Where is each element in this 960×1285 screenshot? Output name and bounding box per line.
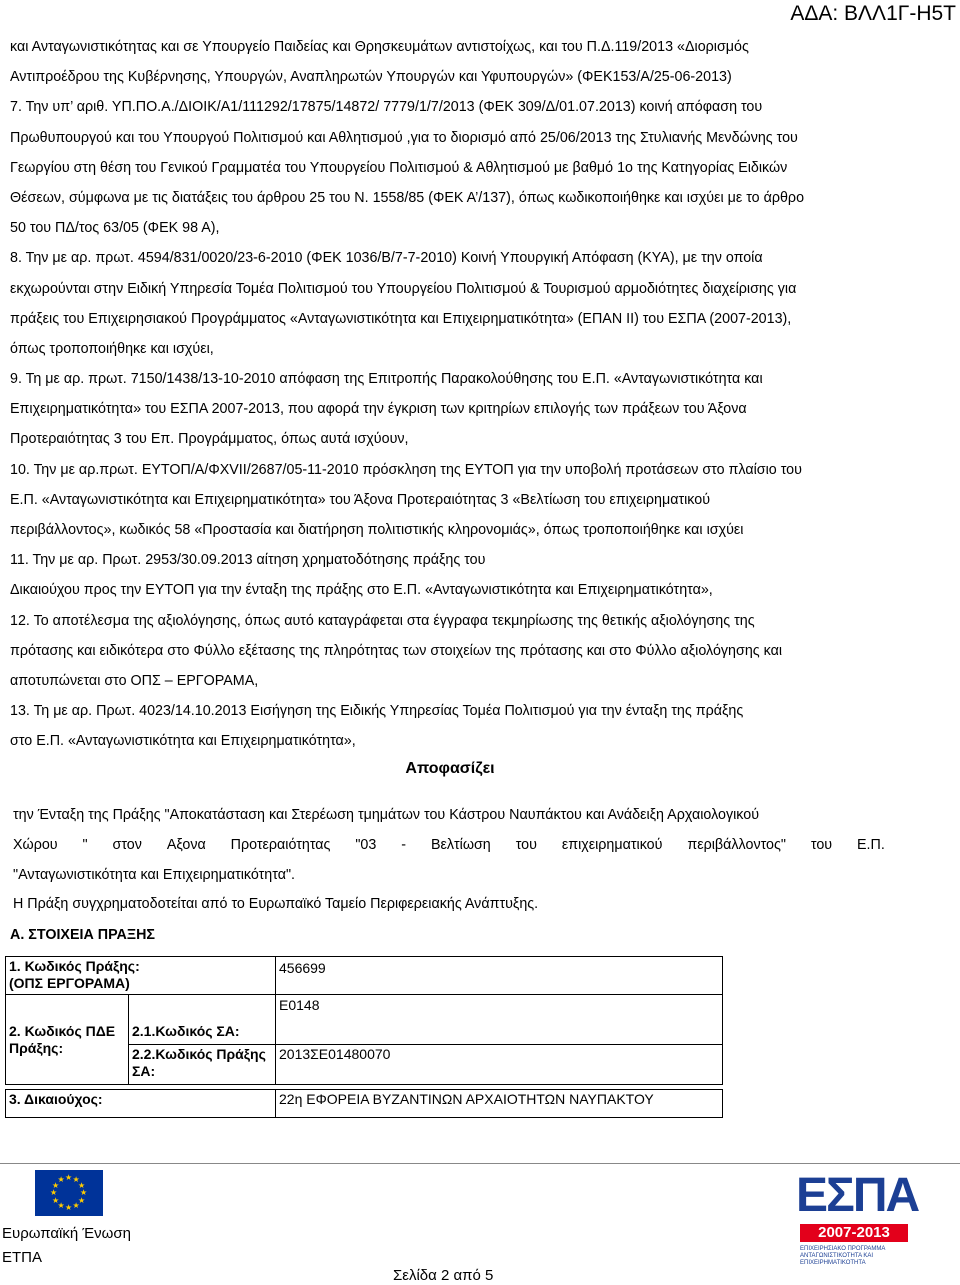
- star-icon: ★: [80, 1188, 88, 1197]
- body-line: αποτυπώνεται στο ΟΠΣ – ΕΡΓΟΡΑΜΑ,: [10, 672, 259, 689]
- body-line: 11. Την με αρ. Πρωτ. 2953/30.09.2013 αίτηση χρηματοδότησης πράξης του: [10, 552, 486, 569]
- table-row: [6, 995, 723, 1045]
- body-line: Δικαιούχου προς την ΕΥΤΟΠ για την ένταξη της πράξης στο Ε.Π. «Ανταγωνιστικότητα και Επιχειρηματικότητα»,: [10, 582, 713, 599]
- table-row: [6, 957, 723, 995]
- body-line: πράξεις του Επιχειρησιακού Προγράμματος «Ανταγωνιστικότητα και Επιχειρηματικότητα» (ΕΠΑΝ ΙΙ) του ΕΣΠΑ (2007-2013),: [10, 310, 792, 327]
- body-line: όπως τροποποιήθηκε και ισχύει,: [10, 340, 214, 357]
- pde-code-label-line: 2. Κωδικός ΠΔΕ: [9, 1022, 116, 1039]
- star-icon: ★: [77, 1195, 86, 1205]
- decision-word: περιβάλλοντος": [687, 837, 786, 854]
- body-line: 50 του ΠΔ/τος 63/05 (ΦΕΚ 98 Α),: [10, 220, 220, 237]
- sa-code-value: Ε0148: [276, 995, 723, 1045]
- page-number: Σελίδα 2 από 5: [393, 1267, 494, 1284]
- body-line: 9. Τη με αρ. πρωτ. 7150/1438/13-10-2010 απόφαση της Επιτροπής Παρακολούθησης του Ε.Π. «Ανταγωνιστικότητα και: [10, 371, 763, 388]
- eu-fund-label: ΕΤΠΑ: [2, 1249, 43, 1266]
- espa-logo-tagline: [800, 1246, 908, 1267]
- decision-word: ": [82, 837, 88, 854]
- decision-word: Ε.Π.: [857, 837, 885, 854]
- body-line: 12. Το αποτέλεσμα της αξιολόγησης, όπως αυτό καταγράφεται στα έγγραφα τεκμηρίωσης της θετικής αξιολόγησης της: [10, 612, 755, 629]
- decision-line-4: Η Πράξη συγχρηματοδοτείται από το Ευρωπαϊκό Ταμείο Περιφερειακής Ανάπτυξης.: [13, 895, 539, 912]
- sa-project-code-value: 2013ΣΕ01480070: [276, 1045, 723, 1085]
- decision-word: του: [810, 837, 833, 854]
- pde-code-label-line: Πράξης:: [9, 1039, 64, 1056]
- project-code-value: 456699: [276, 957, 723, 995]
- decision-line-1: την Ένταξη της Πράξης "Αποκατάσταση και Στερέωση τμημάτων του Κάστρου Ναυπάκτου και Ανάδειξη Αρχαιολογικού: [13, 807, 760, 823]
- beneficiary-label: 3. Δικαιούχος:: [6, 1090, 276, 1118]
- body-line: 10. Την με αρ.πρωτ. ΕΥΤΟΠ/Α/ΦΧVΙΙ/2687/05-11-2010 πρόσκληση της ΕΥΤΟΠ για την υποβολή προτάσεων στο πλαίσιο του: [10, 461, 802, 478]
- body-line: Επιχειρηματικότητα» του ΕΣΠΑ 2007-2013, που αφορά την έγκριση των κριτηρίων επιλογής των πράξεων του Άξονα: [10, 401, 747, 418]
- body-line: 13. Τη με αρ. Πρωτ. 4023/14.10.2013 Εισήγηση της Ειδικής Υπηρεσίας Τομέα Πολιτισμού για την ένταξη της πράξης: [10, 703, 744, 720]
- star-icon: ★: [52, 1180, 60, 1190]
- beneficiary-value: 22η ΕΦΟΡΕΙΑ ΒΥΖΑΝΤΙΝΩΝ ΑΡΧΑΙΟΤΗΤΩΝ ΝΑΥΠΑΚΤΟΥ: [276, 1090, 723, 1118]
- eu-label: [2, 1222, 131, 1270]
- decision-word: στον: [112, 837, 142, 854]
- project-code-label: [6, 957, 276, 995]
- decision-word: -: [401, 837, 407, 854]
- espa-logo-icon: [794, 1169, 919, 1270]
- eu-flag-icon: [35, 1170, 103, 1216]
- star-icon: ★: [52, 1195, 60, 1205]
- body-line: περιβάλλοντος», κωδικός 58 «Προστασία και διατήρηση πολιτιστικής κληρονομιάς», όπως τροποποιήθηκε και ισχύει: [10, 522, 744, 538]
- sa-project-code-label-line: ΣΑ:: [132, 1063, 156, 1079]
- footer-divider: [0, 1163, 960, 1164]
- body-line: πρότασης και ειδικότερα στο Φύλλο εξέτασης της πληρότητας των στοιχείων της πρότασης και στο Φύλλο αξιολόγησης και: [10, 642, 783, 659]
- decision-line-2: [10, 830, 885, 860]
- pde-code-label: [6, 995, 129, 1085]
- decision-word: του: [515, 837, 537, 854]
- star-icon: ★: [72, 1175, 80, 1184]
- body-line: Πρωθυπουργού και του Υπουργού Πολιτισμού και Αθλητισμού ,για το διορισμό από 25/06/2013 της Στυλιανής Μενδώνης του: [10, 129, 798, 146]
- body-line: Προτεραιότητας 3 του Επ. Προγράμματος, όπως αυτά ισχύουν,: [10, 431, 409, 448]
- body-line: 8. Την με αρ. πρωτ. 4594/831/0020/23-6-2010 (ΦΕΚ 1036/Β/7-7-2010) Κοινή Υπουργική Απόφαση (ΚΥΑ), με την οποία: [10, 250, 763, 267]
- decision-line-3: "Ανταγωνιστικότητα και Επιχειρηματικότητα".: [13, 867, 296, 884]
- star-icon: ★: [65, 1173, 73, 1182]
- espa-tagline-line: ΕΠΙΧΕΙΡΗΣΙΑΚΟ ΠΡΟΓΡΑΜΜΑ: [800, 1246, 886, 1252]
- star-icon: ★: [65, 1203, 73, 1212]
- project-info-table: [5, 956, 723, 1118]
- project-code-label-line: (ΟΠΣ ΕΡΓΟΡΑΜΑ): [9, 975, 130, 991]
- body-line: στο Ε.Π. «Ανταγωνιστικότητα και Επιχειρηματικότητα»,: [10, 733, 356, 750]
- body-line: Αντιπροέδρου της Κυβέρνησης, Υπουργών, Αναπληρωτών Υπουργών και Υφυπουργών» (ΦΕΚ153/Α/25-06-2013): [10, 69, 732, 86]
- star-icon: ★: [77, 1180, 86, 1190]
- ada-code: ΑΔΑ: ΒΛΛ1Γ-Η5Τ: [790, 2, 956, 25]
- body-line: Θέσεων, σύμφωνα με τις διατάξεις του άρθρου 25 του Ν. 1558/85 (ΦΕΚ Α’/137), όπως κωδικοποιήθηκε και ισχύει με το άρθρο: [10, 189, 805, 206]
- decision-word: Βελτίωση: [430, 837, 491, 854]
- decision-word: "03: [355, 837, 377, 854]
- project-code-label-line: 1. Κωδικός Πράξης:: [9, 958, 140, 974]
- body-line: Γεωργίου στη θέση του Γενικού Γραμματέα του Υπουργείου Πολιτισμού & Αθλητισμού με βαθμό 1ο της Κατηγορίας Ειδικών: [10, 159, 788, 176]
- decision-word: επιχειρηματικού: [561, 837, 663, 854]
- star-icon: ★: [57, 1200, 65, 1210]
- sa-project-code-label-line: 2.2.Κωδικός Πράξης: [132, 1046, 266, 1062]
- espa-logo-text: ΕΣΠΑ: [796, 1169, 919, 1222]
- decision-word: Χώρου: [13, 837, 58, 854]
- eu-label-line: Ευρωπαϊκή Ένωση: [2, 1225, 131, 1242]
- document-body: [10, 32, 954, 757]
- decision-word: Προτεραιότητας: [230, 837, 331, 854]
- body-line: 7. Την υπ’ αριθ. ΥΠ.ΠΟ.Α./ΔΙΟΙΚ/Α1/111292/17875/14872/ 7779/1/7/2013 (ΦΕΚ 309/Δ/01.07.2013) κοινή απόφαση του: [10, 99, 763, 116]
- sa-project-code-label: [129, 1045, 276, 1085]
- body-line: Ε.Π. «Ανταγωνιστικότητα και Επιχειρηματικότητα» του Άξονα Προτεραιότητας 3 «Βελτίωση του επιχειρηματικού: [10, 491, 711, 508]
- star-icon: ★: [57, 1175, 65, 1184]
- star-icon: ★: [50, 1188, 58, 1197]
- decision-word: Αξονα: [166, 837, 206, 854]
- table-row: [6, 1090, 723, 1118]
- star-icon: ★: [72, 1200, 80, 1210]
- sa-code-label: 2.1.Κωδικός ΣΑ:: [129, 995, 276, 1045]
- espa-logo-years: 2007-2013: [800, 1224, 908, 1242]
- body-line: εκχωρούνται στην Ειδική Υπηρεσία Τομέα Πολιτισμού του Υπουργείου Πολιτισμού & Τουρισμού αρμοδιότητες διαχείρισης για: [10, 280, 797, 297]
- decision-heading: Αποφασίζει: [405, 760, 495, 777]
- body-line: και Ανταγωνιστικότητας και σε Υπουργείο Παιδείας και Θρησκευμάτων αντιστοίχως, και του Π.Δ.119/2013 «Διορισμός: [10, 39, 749, 55]
- espa-tagline-line: ΑΝΤΑΓΩΝΙΣΤΙΚΟΤΗΤΑ ΚΑΙ ΕΠΙΧΕΙΡΗΜΑΤΙΚΟΤΗΤΑ: [800, 1253, 874, 1266]
- section-a-title: Α. ΣΤΟΙΧΕΙΑ ΠΡΑΞΗΣ: [10, 927, 155, 943]
- decision-text: [10, 800, 950, 919]
